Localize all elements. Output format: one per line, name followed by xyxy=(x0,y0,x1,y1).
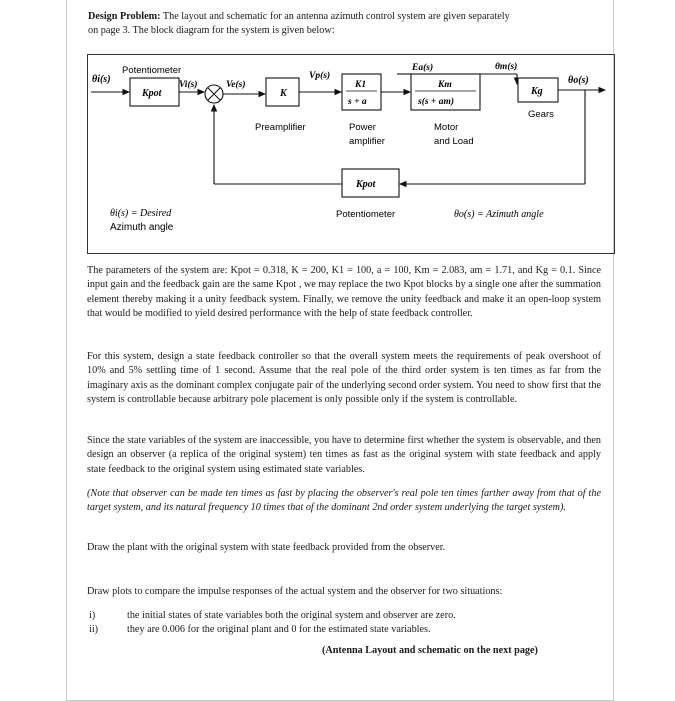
input-desc-1: θi(s) = Desired xyxy=(110,208,172,219)
footer-note: (Antenna Layout and schematic on the next page) xyxy=(322,645,538,656)
paragraph-draw-plant: Draw the plant with the original system with state feedback provided from the observer. xyxy=(87,542,446,553)
pot-title: Potentiometer xyxy=(122,65,182,76)
k-label: K xyxy=(280,88,287,99)
ea-label: Ea(s) xyxy=(412,63,434,73)
summing-junction xyxy=(205,85,223,103)
block-diagram xyxy=(87,54,615,254)
input-desc-2: Azimuth angle xyxy=(110,222,174,233)
paragraph-note: (Note that observer can be made ten times as fast by placing the observer's real pole ten times farther away from that of the target system, and its natural frequency 10 times that of the dominant 2nd order system underlying the target system). xyxy=(87,488,601,514)
paragraph-design: For this system, design a state feedback controller so that the overall system meets the requirements of peak overshoot of 10% and 5% settling time of 1 second. Assume that the real pole of the third order system is ten times as far from the imaginary axis as the dominant complex conjugate pair of the underlying second order system. You need to show first that the system is controllable because arbitrary pole placement is only possible only if the system is controllable. xyxy=(87,351,601,406)
motor-label-2: and Load xyxy=(434,136,474,147)
ve-label: Ve(s) xyxy=(226,80,246,90)
vp-label: Vp(s) xyxy=(309,71,331,81)
k1-den: s + a xyxy=(348,97,367,107)
k1-num: K1 xyxy=(355,80,367,90)
paragraph-observer: Since the state variables of the system are inaccessible, you have to determine first whether the system is observable, and then design an observer (a replica of the original system) ten times as fast as the original system with state feedback and apply state feedback to the original system using estimated state variables. xyxy=(87,435,601,475)
kg-label: Kg xyxy=(531,86,543,97)
kpot-label: Kpot xyxy=(142,88,162,99)
motor-label-1: Motor xyxy=(434,122,459,133)
power-amp-label-2: amplifier xyxy=(349,136,385,147)
output-desc: θo(s) = Azimuth angle xyxy=(454,209,544,220)
power-amp-label-1: Power xyxy=(349,122,376,133)
km-den: s(s + am) xyxy=(418,97,455,107)
list-marker-2: ii) xyxy=(89,624,99,635)
kpot-fb-label: Kpot xyxy=(356,179,376,190)
list-item-1: the initial states of state variables both the original system and observer are zero. xyxy=(127,610,456,621)
preamp-label: Preamplifier xyxy=(255,122,306,133)
km-num: Km xyxy=(438,80,452,90)
vi-label: Vi(s) xyxy=(179,80,198,90)
input-signal-label: θi(s) xyxy=(92,74,111,85)
paragraph-parameters: The parameters of the system are: Kpot = 0.318, K = 200, K1 = 100, a = 100, Km = 2.083, am = 1.71, and Kg = 0.1. Since input gain and the feedback gain are the same Kpot , we may replace the two Kpot blocks by a single one after the summation element thereby making it a unity feedback system. Finally, we remove the unity feedback and make it an open-loop system that would be modified to yield desired performance with the help of state feedback controller. xyxy=(87,265,601,320)
heading xyxy=(88,10,598,38)
heading-text-2: on page 3. The block diagram for the system is given below: xyxy=(88,25,335,36)
gears-label: Gears xyxy=(528,109,554,120)
heading-label: Design Problem: xyxy=(88,11,161,22)
list-item-2: they are 0.006 for the original plant and 0 for the estimated state variables. xyxy=(127,624,431,635)
paragraph-plots: Draw plots to compare the impulse responses of the actual system and the observer for two situations: xyxy=(87,586,503,597)
pot-fb-label: Potentiometer xyxy=(336,209,396,220)
theta-m-label: θm(s) xyxy=(495,62,518,72)
heading-text-1: The layout and schematic for an antenna azimuth control system are given separately xyxy=(162,11,510,22)
output-signal-label: θo(s) xyxy=(568,75,589,86)
list-marker-1: i) xyxy=(89,610,96,621)
